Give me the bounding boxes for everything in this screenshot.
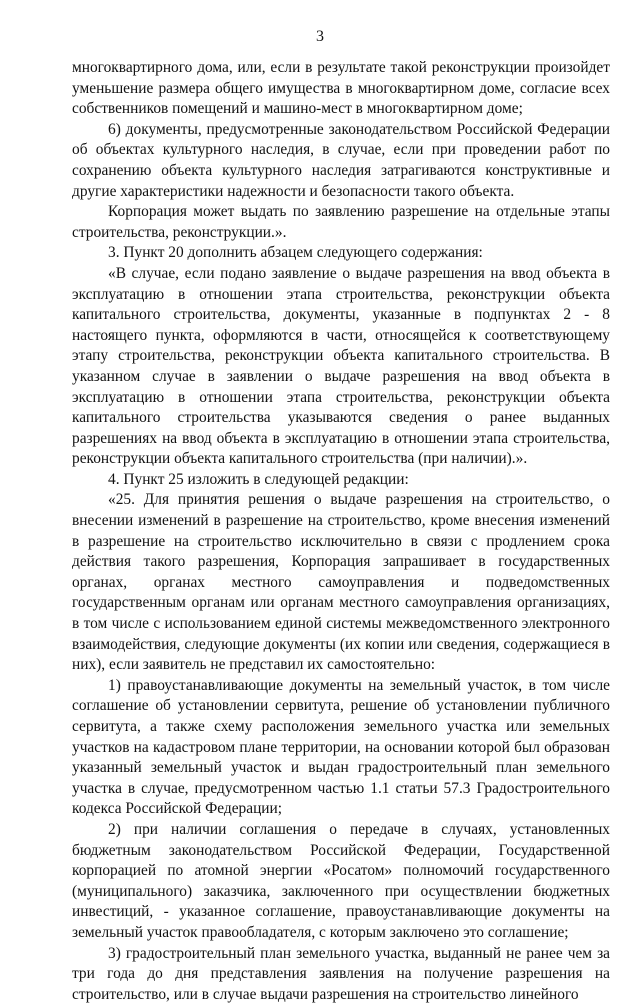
paragraph: 3. Пункт 20 дополнить абзацем следующего содержания: (108, 244, 483, 262)
paragraph: Корпорация может выдать по заявлению разрешение на отдельные этапы строительства, реконструкции.». (72, 203, 610, 241)
document-body (72, 58, 610, 1005)
page-number: 3 (316, 28, 324, 45)
paragraph: 1) правоустанавливающие документы на земельный участок, в том числе соглашение об установлении сервитута, решение об установлении публичного сервитута, а также схему расположения земельного участка или земельных участков на кадастровом плане территории, на основании которой был образован указанный земельный участок и выдан градостроительный план земельного участка в случае, предусмотренном частью 1.1 статьи 57.3 Градостроительного кодекса Российской Федерации; (72, 676, 610, 818)
paragraph: 4. Пункт 25 изложить в следующей редакции: (108, 470, 409, 488)
paragraph: «25. Для принятия решения о выдаче разрешения на строительство, о внесении изменений в разрешение на строительство, кроме внесения изменений в разрешение на строительство исключительно в связи с продлением срока действия такого разрешения, Корпорация запрашивает в государственных органах, органах местного самоуправления и подведомственных государственным органам или органам местного самоуправления организациях, в том числе с использованием единой системы межведомственного электронного взаимодействия, следующие документы (их копии или сведения, содержащиеся в них), если заявитель не представил их самостоятельно: (72, 491, 610, 674)
paragraph: 3) градостроительный план земельного участка, выданный не ранее чем за три года до дня представления заявления на получение разрешения на строительство, или в случае выдачи разрешения на строительство линейного (72, 944, 610, 1003)
paragraph: 6) документы, предусмотренные законодательством Российской Федерации об объектах культурного наследия, в случае, если при проведении работ по сохранению объекта культурного наследия затрагиваются конструктивные и другие характеристики надежности и безопасности такого объекта. (72, 120, 610, 200)
paragraph: многоквартирного дома, или, если в результате такой реконструкции произойдет уменьшение размера общего имущества в многоквартирном доме, согласие всех собственников помещений и машино-мест в многоквартирном доме; (72, 59, 610, 118)
paragraph: 2) при наличии соглашения о передаче в случаях, установленных бюджетным законодательством Российской Федерации, Государственной корпорацией по атомной энергии «Росатом» полномочий государственного (муниципального) заказчика, заключенного при осуществлении бюджетных инвестиций, - указанное соглашение, правоустанавливающие документы на земельный участок правообладателя, с которым заключено это соглашение; (72, 820, 610, 941)
paragraph: «В случае, если подано заявление о выдаче разрешения на ввод объекта в эксплуатацию в отношении этапа строительства, реконструкции объекта капитального строительства, документы, указанные в подпунктах 2 - 8 настоящего пункта, оформляются в части, относящейся к соответствующему этапу строительства, реконструкции объекта капитального строительства. В указанном случае в заявлении о выдаче разрешения на ввод объекта в эксплуатацию в отношении этапа строительства, реконструкции объекта капитального строительства указываются сведения о ранее выданных разрешениях на ввод объекта в эксплуатацию в отношении этапа строительства, реконструкции объекта капитального строительства (при наличии).». (72, 264, 610, 468)
